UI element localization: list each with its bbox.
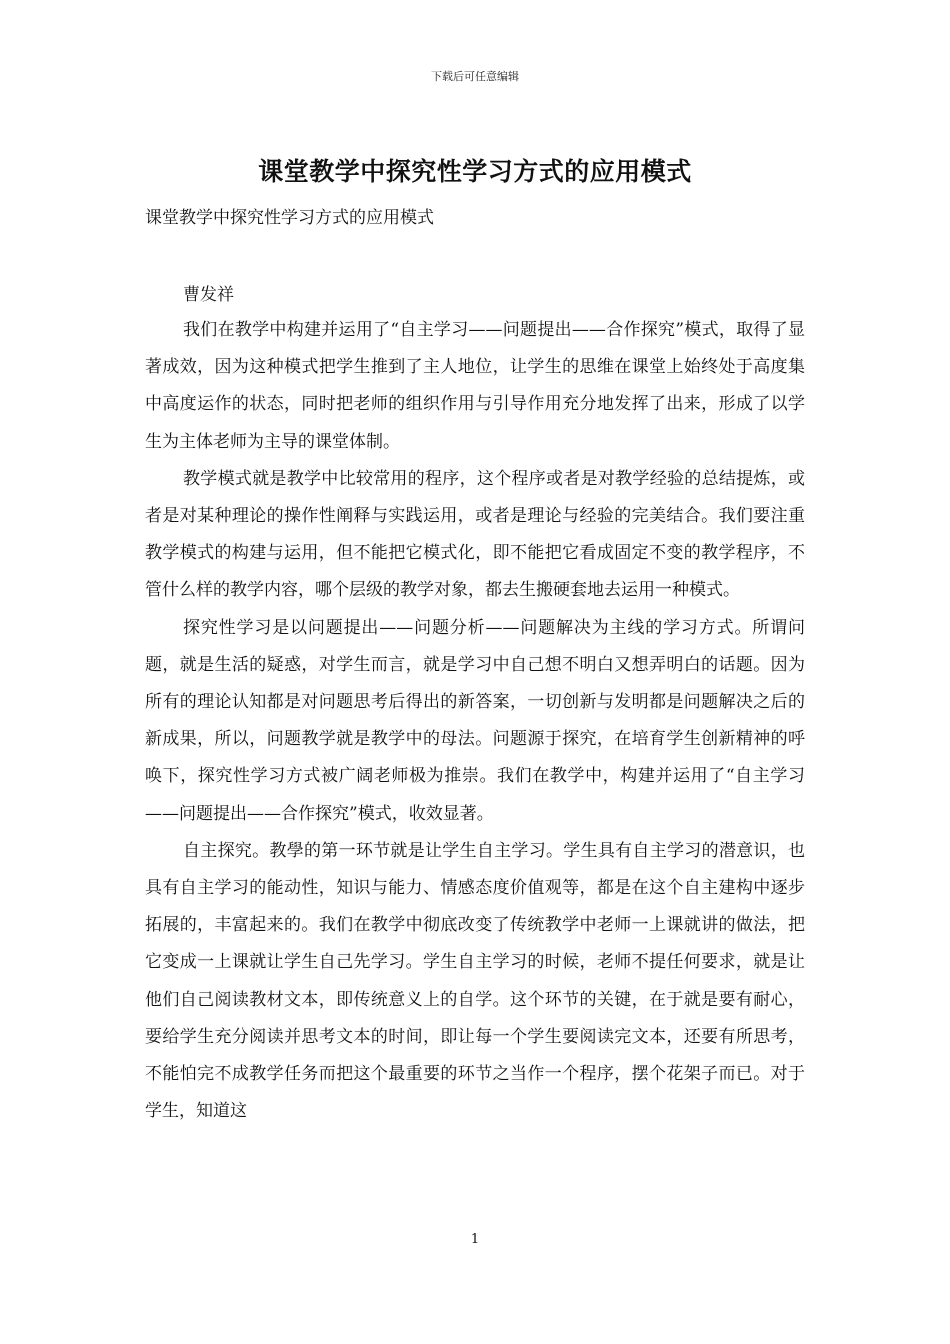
author-name: 曹发祥 [183, 285, 234, 305]
body-paragraph-4: 自主探究。教學的第一环节就是让学生自主学习。学生具有自主学习的潜意识，也具有自主学习的能动性，知识与能力、情感态度价值观等，都是在这个自主建构中逐步拓展的，丰富起来的。我们在教学中彻底改变了传统教学中老师一上课就讲的做法，把它变成一上课就让学生自己先学习。学生自主学习的时候，老师不提任何要求，就是让他们自己阅读教材文本，即传统意义上的自学。这个环节的关键，在于就是要有耐心，要给学生充分阅读并思考文本的时间，即让每一个学生要阅读完文本，还要有所思考，不能怕完不成教学任务而把这个最重要的环节之当作一个程序，摆个花架子而已。对于学生，知道这 [145, 840, 805, 1122]
document-body [145, 312, 805, 1130]
document-title: 课堂教学中探究性学习方式的应用模式 [258, 157, 692, 186]
body-paragraph-1: 我们在教学中构建并运用了“自主学习——问题提出——合作探究”模式，取得了显著成效，因为这种模式把学生推到了主人地位，让学生的思维在课堂上始终处于高度集中高度运作的状态，同时把老师的组织作用与引导作用充分地发挥了出来，形成了以学生为主体老师为主导的课堂体制。 [145, 320, 805, 452]
page-number: 1 [470, 1232, 480, 1247]
page-header-note: 下载后可任意编辑 [431, 70, 519, 83]
body-paragraph-2: 教学模式就是教学中比较常用的程序，这个程序或者是对教学经验的总结提炼，或者是对某种理论的操作性阐释与实践运用，或者是理论与经验的完美结合。我们要注重教学模式的构建与运用，但不能把它模式化，即不能把它看成固定不变的教学程序，不管什么样的教学内容，哪个层级的教学对象，都去生搬硬套地去运用一种模式。 [145, 468, 805, 601]
document-subtitle: 课堂教学中探究性学习方式的应用模式 [145, 208, 434, 228]
body-paragraph-3: 探究性学习是以问题提出——问题分析——问题解决为主线的学习方式。所谓问题，就是生活的疑惑，对学生而言，就是学习中自己想不明白又想弄明白的话题。因为所有的理论认知都是对问题思考后得出的新答案，一切创新与发明都是问题解决之后的新成果，所以，问题教学就是教学中的母法。问题源于探究，在培育学生创新精神的呼唤下，探究性学习方式被广阔老师极为推崇。我们在教学中，构建并运用了“自主学习——问题提出——合作探究”模式，收效显著。 [145, 617, 805, 824]
